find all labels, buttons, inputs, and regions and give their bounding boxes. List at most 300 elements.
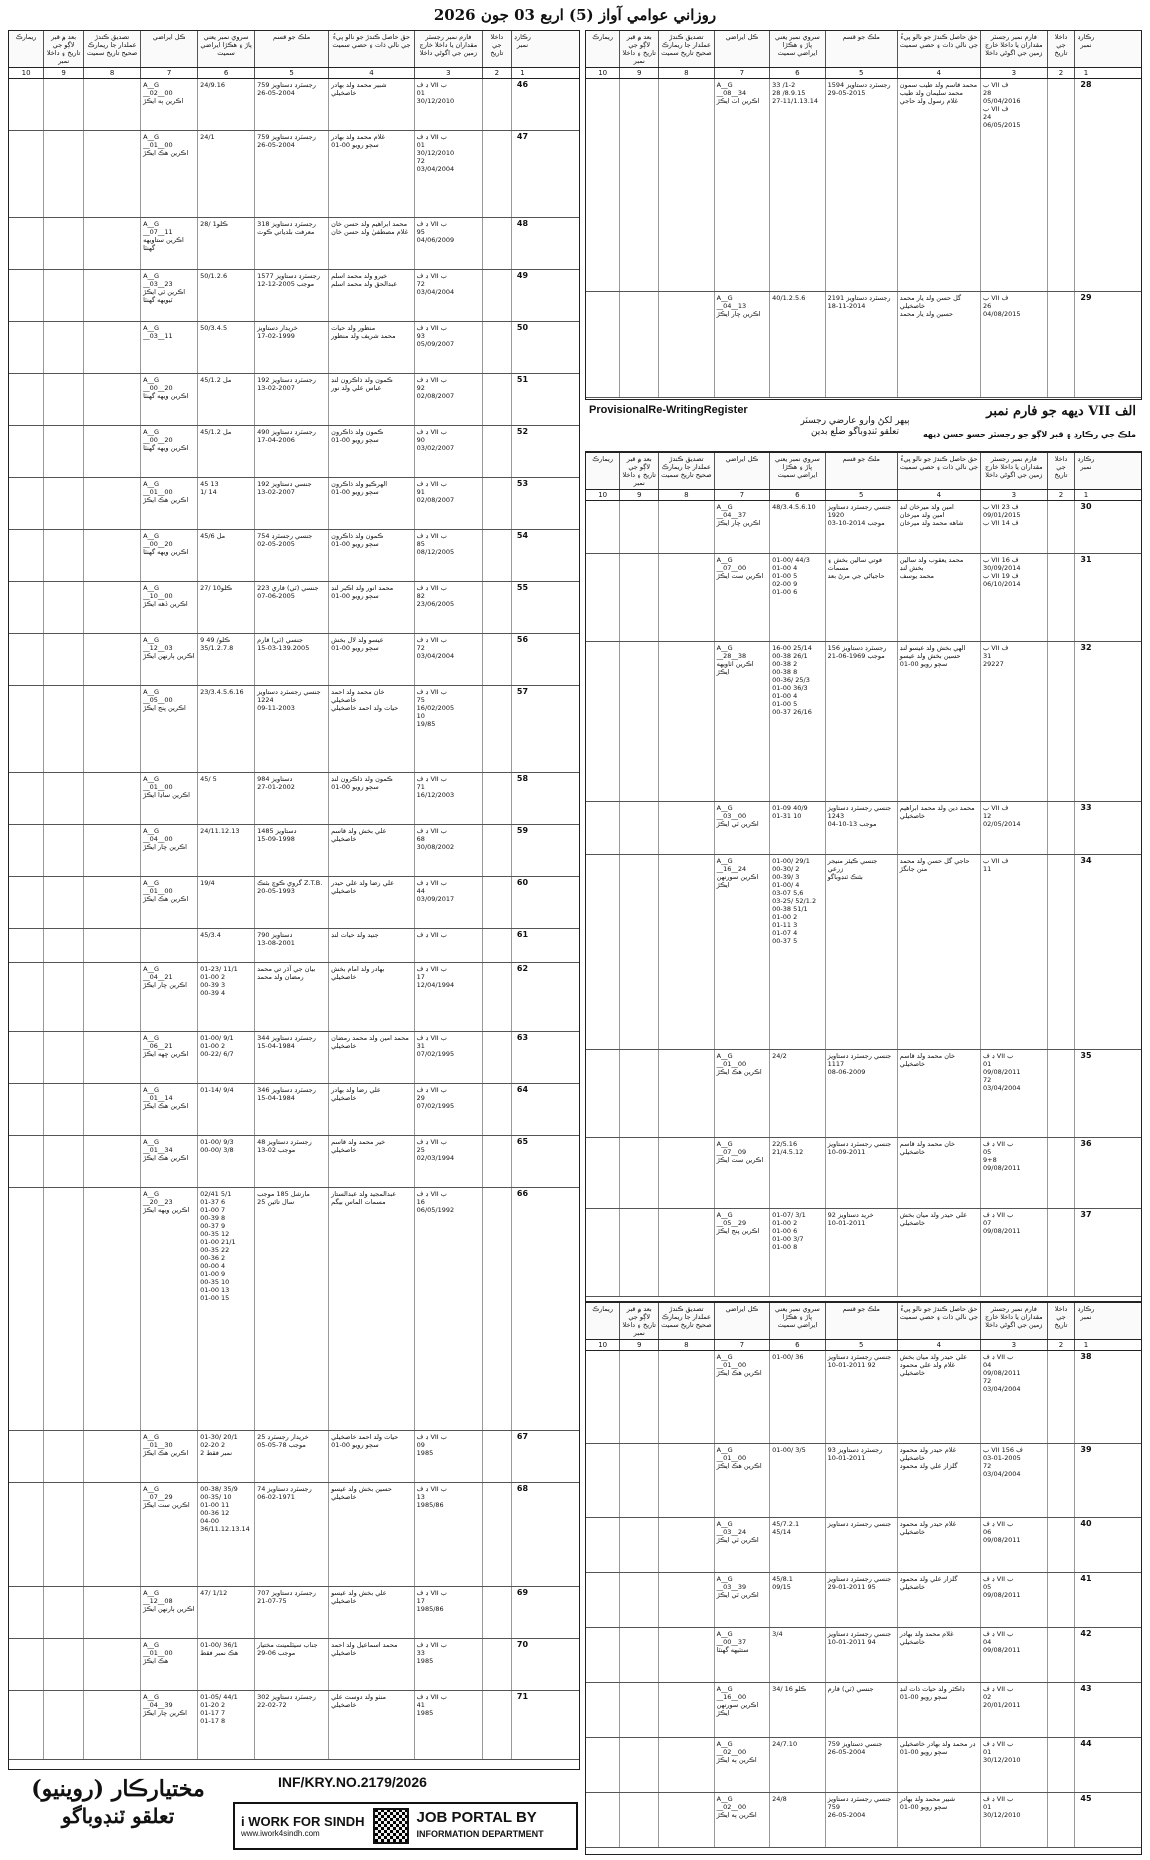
- empty-cell: [43, 1084, 83, 1135]
- cell-holder: ڪمون ولد ذاڪرون لنڊ 01-00 سڄو رويو: [328, 773, 414, 824]
- cell-form: ب VII ف 11: [980, 855, 1047, 1049]
- header-cell: ڪل ايراضي: [140, 31, 197, 67]
- empty-cell: [1047, 1050, 1075, 1137]
- empty-cell: [9, 929, 43, 962]
- cell-survey: 01-05/ 44/1 01-20 2 01-17 7 01-17 8: [197, 1691, 254, 1759]
- cell-area: A__G __04__39 اڪرين چار ايڪڙ: [140, 1691, 197, 1759]
- register-row: [9, 1639, 579, 1691]
- portal-left-text: i WORK FOR SINDH: [241, 1814, 365, 1829]
- header-cell: سروي نمبر يعني پاڙ ۽ هڪڙا ايراضي سميت: [197, 31, 254, 67]
- record-number: 49: [511, 270, 534, 321]
- cell-holder: غلام محمد ولد بهادر خاصخيلي: [897, 1628, 980, 1682]
- empty-cell: [9, 478, 43, 529]
- cell-area: [140, 929, 197, 962]
- empty-cell: [43, 773, 83, 824]
- empty-cell: [482, 79, 511, 130]
- empty-cell: [658, 802, 714, 854]
- cell-form: ب VII ف 26 04/08/2015: [980, 292, 1047, 397]
- record-number: 60: [511, 877, 534, 928]
- empty-cell: [9, 1639, 43, 1690]
- cell-area: A__G __00__20 اڪرين ويهه گهنٽا: [140, 374, 197, 425]
- cell-area: A__G __07__11 اڪرين ستاويهه گهنٽا: [140, 218, 197, 269]
- cell-area: A__G __03__24 اڪرين ٽي ايڪڙ: [714, 1518, 770, 1572]
- cell-tenure: دستاويز 790 13-08-2001: [254, 929, 328, 962]
- cell-survey: 45/1.2 مل: [197, 374, 254, 425]
- cell-survey: 24/7.10: [769, 1738, 825, 1792]
- record-number: 36: [1074, 1138, 1096, 1208]
- cell-holder: غلام محمد ولد بهادر 01-00 سڄو رويو: [328, 131, 414, 217]
- empty-cell: [619, 501, 658, 553]
- cell-tenure: خريد دستاويز 92 10-01-2011: [825, 1209, 897, 1296]
- record-number: 62: [511, 963, 534, 1031]
- header-cell: فارم نمبر رجسٽر مقداران يا داخلا خارج زمين جي اگوڻي داخلا: [980, 31, 1047, 67]
- cell-area: A__G __06__21 اڪرين ڇهه ايڪڙ: [140, 1032, 197, 1083]
- empty-cell: [482, 1032, 511, 1083]
- empty-cell: [619, 1573, 658, 1627]
- header-cell: داخلا جي تاريخ: [1047, 453, 1075, 489]
- empty-cell: [1047, 802, 1075, 854]
- empty-cell: [1047, 1683, 1075, 1737]
- empty-cell: [83, 1136, 140, 1187]
- header-cell: ريمارڪ: [592, 455, 613, 463]
- register-row: [586, 1209, 1141, 1297]
- empty-cell: [9, 218, 43, 269]
- register-row: [586, 1138, 1141, 1209]
- header-cell: داخلا جي تاريخ: [482, 31, 511, 67]
- empty-cell: [619, 1793, 658, 1847]
- cell-survey: 24/1: [197, 131, 254, 217]
- cell-holder: عبدالمجيد ولد عبدالستار مسمات الماس بيگم: [328, 1188, 414, 1430]
- empty-cell: [1047, 642, 1075, 801]
- record-number: 64: [511, 1084, 534, 1135]
- register-row: [586, 1738, 1141, 1793]
- cell-tenure: رجسٽرڊ دستاويز 1594 29-05-2015: [825, 79, 897, 291]
- cell-form: ڊ ف VII ب 04 09/08/2011 72 03/04/2004: [980, 1351, 1047, 1443]
- cell-form: ب VII ف 156 03-01-2005 72 03/04/2004: [980, 1444, 1047, 1517]
- register-row: [9, 131, 579, 218]
- cell-survey: 24/9.16: [197, 79, 254, 130]
- empty-cell: [586, 292, 619, 397]
- cell-area: A__G __04__37 اڪرين چار ايڪڙ: [714, 501, 770, 553]
- header-cell: حق حاصل ڪندڙ جو نالو پيءُ جي نالي ذات ۽ حصي سميت: [897, 31, 980, 67]
- empty-cell: [9, 530, 43, 581]
- empty-cell: [619, 642, 658, 801]
- cell-form: ڊ ف VII ب 02 20/01/2011: [980, 1683, 1047, 1737]
- cell-holder: علي حيدر ولد ميان بخش خاصخيلي: [897, 1209, 980, 1296]
- record-number: 42: [1074, 1628, 1096, 1682]
- column-number-row: [586, 490, 1141, 501]
- portal-right-block: [417, 1810, 544, 1842]
- record-number: 50: [511, 322, 534, 373]
- register-row: [586, 1793, 1141, 1848]
- empty-cell: [482, 374, 511, 425]
- cell-tenure: رجسٽرڊ دستاويز 2191 18-11-2014: [825, 292, 897, 397]
- cell-survey: 01-23/ 11/1 01-00 2 00-39 3 00-39 4: [197, 963, 254, 1031]
- cell-survey: 16-00 25/14 00-38 26/1 00-38 2 00-38 8 00-36/ 25/3 01-00 36/3 01-00 4 01-00 5 00-37 26/16: [769, 642, 825, 801]
- cell-form: ڊ ف VII ب 07 09/08/2011: [980, 1209, 1047, 1296]
- empty-cell: [83, 634, 140, 685]
- empty-cell: [586, 1351, 619, 1443]
- cell-form: ڊ ف VII ب 25 02/03/1994: [414, 1136, 482, 1187]
- empty-cell: [9, 270, 43, 321]
- cell-area: A__G __02__00 اڪرين ٻه ايڪڙ: [140, 79, 197, 130]
- cell-form: ڊ ف VII ب 09 1985: [414, 1431, 482, 1482]
- cell-tenure: جنسي رجسٽرڊ 754 02-05-2005: [254, 530, 328, 581]
- column-number: 5: [254, 68, 328, 78]
- cell-form: ڊ ف VII ب 06 09/08/2011: [980, 1518, 1047, 1572]
- cell-holder: گل حسن ولد يار محمد خاصخيلي حسين ولد يار محمد: [897, 292, 980, 397]
- cell-survey: 24/2: [769, 1050, 825, 1137]
- empty-cell: [83, 270, 140, 321]
- empty-cell: [658, 1518, 714, 1572]
- column-number: 1: [1074, 1340, 1096, 1350]
- empty-cell: [83, 79, 140, 130]
- register-row: [586, 1628, 1141, 1683]
- record-number: 48: [511, 218, 534, 269]
- column-number: 1: [1074, 490, 1096, 500]
- cell-tenure: جنسي (ٽي) قارم 15-03-139.2005: [254, 634, 328, 685]
- cell-form: ب VII ف 12 02/05/2014: [980, 802, 1047, 854]
- empty-cell: [619, 79, 658, 291]
- cell-tenure: دستاويز 1485 15-09-1998: [254, 825, 328, 876]
- column-number: 6: [197, 68, 254, 78]
- register-row: [9, 686, 579, 773]
- cell-form: ڊ ف VII ب 44 03/09/2017: [414, 877, 482, 928]
- empty-cell: [482, 1188, 511, 1430]
- header-cell: بعد ۾ قبر لاڳو جي تاريخ ۽ داخلا نمبر: [619, 453, 658, 489]
- cell-area: A__G __00__20 اڪرين ويهه گهنٽا: [140, 530, 197, 581]
- cell-form: ب VII ف 28 05/04/2016 ب VII ف 24 06/05/2015: [980, 79, 1047, 291]
- empty-cell: [83, 374, 140, 425]
- record-number: 39: [1074, 1444, 1096, 1517]
- empty-cell: [658, 554, 714, 641]
- register-row: [9, 634, 579, 686]
- cell-holder: محمد ابراهيم ولد حسن خان غلام مصطفيٰ ولد حسن خان: [328, 218, 414, 269]
- header-cell: بعد ۾ قبر لاڳو جي تاريخ ۽ داخلا نمبر: [619, 31, 658, 67]
- reference-number: INF/KRY.NO.2179/2026: [278, 1774, 427, 1790]
- cell-area: A__G __01__00 هڪ ايڪڙ: [140, 1639, 197, 1690]
- cell-holder: خير محمد ولد قاسم خاصخيلي: [328, 1136, 414, 1187]
- empty-cell: [9, 582, 43, 633]
- record-number: 68: [511, 1483, 534, 1586]
- empty-cell: [9, 1431, 43, 1482]
- record-number: 54: [511, 530, 534, 581]
- empty-cell: [43, 1639, 83, 1690]
- empty-cell: [43, 634, 83, 685]
- cell-survey: 45/7.2.1 45/14: [769, 1518, 825, 1572]
- empty-cell: [482, 773, 511, 824]
- job-portal-banner[interactable]: [233, 1802, 578, 1850]
- empty-cell: [482, 478, 511, 529]
- cell-area: A__G __10__00 اڪرين ڏهه ايڪڙ: [140, 582, 197, 633]
- cell-holder: خيرو ولد محمد اسلم عبدالحق ولد محمد اسلم: [328, 270, 414, 321]
- register-row: [586, 1518, 1141, 1573]
- empty-cell: [43, 1483, 83, 1586]
- cell-tenure: جنسي رجسٽرڊ دستاويز 1920 03-10-2014 موجب: [825, 501, 897, 553]
- column-number: 9: [619, 1340, 658, 1350]
- cell-area: A__G __01__00 اڪرين ساڍا ايڪڙ: [140, 773, 197, 824]
- empty-cell: [586, 554, 619, 641]
- cell-survey: 50/3.4.5: [197, 322, 254, 373]
- cell-tenure: رجسٽرڊ دستاويز 707 21-07-75: [254, 1587, 328, 1638]
- cell-area: A__G __00__37 ستٽيهه گهنٽا: [714, 1628, 770, 1682]
- cell-area: A__G __03__23 اڪرين ٽي ايڪڙ ٽيويهه گهنٽا: [140, 270, 197, 321]
- empty-cell: [1047, 292, 1075, 397]
- empty-cell: [43, 686, 83, 772]
- provisional-register-heading: [585, 400, 1142, 452]
- empty-cell: [586, 1628, 619, 1682]
- cell-form: ڊ ف VII ب 17 12/04/1994: [414, 963, 482, 1031]
- empty-cell: [482, 963, 511, 1031]
- cell-survey: 01-00/ 3/5: [769, 1444, 825, 1517]
- empty-cell: [586, 1444, 619, 1517]
- cell-area: A__G __01__00 اڪرين هڪ ايڪڙ: [714, 1444, 770, 1517]
- record-number: 66: [511, 1188, 534, 1430]
- empty-cell: [9, 634, 43, 685]
- empty-cell: [9, 1691, 43, 1759]
- header-cell: ريمارڪ: [15, 33, 37, 41]
- record-number: 37: [1074, 1209, 1096, 1296]
- empty-cell: [43, 530, 83, 581]
- cell-tenure: جنسي رجسٽرڊ دستاويز 1224 09-11-2003: [254, 686, 328, 772]
- cell-tenure: رجسٽرڊ دستاويز 93 10-01-2011: [825, 1444, 897, 1517]
- column-number: 4: [897, 490, 980, 500]
- record-number: 38: [1074, 1351, 1096, 1443]
- empty-cell: [586, 1209, 619, 1296]
- empty-cell: [9, 131, 43, 217]
- empty-cell: [586, 1683, 619, 1737]
- record-number: 61: [511, 929, 534, 962]
- cell-survey: 01-30/ 20/1 02-20 2 2 نمبر فقط: [197, 1431, 254, 1482]
- record-number: 58: [511, 773, 534, 824]
- empty-cell: [9, 1483, 43, 1586]
- empty-cell: [1047, 1138, 1075, 1208]
- record-number: 46: [511, 79, 534, 130]
- empty-cell: [619, 1683, 658, 1737]
- register-row: [9, 929, 579, 963]
- column-number-row: [586, 1340, 1141, 1351]
- column-number: 4: [897, 1340, 980, 1350]
- record-number: 65: [511, 1136, 534, 1187]
- cell-form: ڊ ف VII ب 17 1985/86: [414, 1587, 482, 1638]
- cell-form: ڊ ف VII ب 71 16/12/2003: [414, 773, 482, 824]
- register-row: [9, 1691, 579, 1760]
- empty-cell: [1047, 1209, 1075, 1296]
- cell-area: A__G __01__00 اڪرين هڪ ايڪڙ: [140, 478, 197, 529]
- register-row: [9, 963, 579, 1032]
- cell-survey: 23/3.4.5.6.16: [197, 686, 254, 772]
- cell-holder: خان محمد ولد قاسم خاصخيلي: [897, 1050, 980, 1137]
- column-number: 6: [769, 68, 825, 78]
- cell-tenure: رجسٽرڊ دستاويز 318 معرفت بلدياتي ڪوٽ: [254, 218, 328, 269]
- cell-form: ب VII ف 31 29227: [980, 642, 1047, 801]
- empty-cell: [1047, 79, 1075, 291]
- empty-cell: [482, 1587, 511, 1638]
- cell-tenure: رجسٽرڊ دستاويز 74 06-02-1971: [254, 1483, 328, 1586]
- cell-tenure: جنسي رجسٽرڊ دستاويز: [825, 1518, 897, 1572]
- empty-cell: [9, 374, 43, 425]
- header-cell: حق حاصل ڪندڙ جو نالو پيءُ جي نالي ذات ۽ حصي سميت: [897, 453, 980, 489]
- cell-survey: 22/5.16 21/4.5.12: [769, 1138, 825, 1208]
- empty-cell: [619, 554, 658, 641]
- header-cell: فارم نمبر رجسٽر مقداران يا داخلا خارج زمين جي اگوڻي داخلا: [980, 1303, 1047, 1339]
- cell-tenure: جنسي رجسٽرڊ دستاويز 1243 04-10-13 موجب: [825, 802, 897, 854]
- empty-cell: [482, 218, 511, 269]
- right-bottom-register-table: [585, 1302, 1142, 1855]
- empty-cell: [658, 1138, 714, 1208]
- cell-tenure: فوتي سالين بخش ۽ مسمات حاجياڻي جي مرڻ بعد: [825, 554, 897, 641]
- empty-cell: [658, 1351, 714, 1443]
- empty-cell: [619, 1209, 658, 1296]
- record-number: 35: [1074, 1050, 1096, 1137]
- cell-form: ڊ ف VII ب 01 30/12/2010: [414, 79, 482, 130]
- left-register-table: [8, 30, 580, 1770]
- empty-cell: [9, 1032, 43, 1083]
- cell-survey: 9 ڪلو/ 49 35/1.2.7.8: [197, 634, 254, 685]
- empty-cell: [83, 1691, 140, 1759]
- cell-area: A__G __03__11: [140, 322, 197, 373]
- cell-area: A__G __03__39 اڪرين ٽي ايڪڙ: [714, 1573, 770, 1627]
- header-cell: سروي نمبر يعني پاڙ ۽ هڪڙا ايراضي سميت: [769, 31, 825, 67]
- register-row: [9, 1431, 579, 1483]
- cell-area: A__G __05__29 اڪرين پنج ايڪڙ: [714, 1209, 770, 1296]
- empty-cell: [619, 1738, 658, 1792]
- header-cell: ملڪ جو قسم: [254, 31, 328, 67]
- column-number: 2: [1047, 490, 1075, 500]
- empty-cell: [482, 270, 511, 321]
- register-row: [9, 1032, 579, 1084]
- empty-cell: [43, 1431, 83, 1482]
- empty-cell: [83, 322, 140, 373]
- empty-cell: [43, 131, 83, 217]
- cell-tenure: رجسٽرڊ دستاويز 302 22-02-72: [254, 1691, 328, 1759]
- cell-survey: 40/1.2.5.6: [769, 292, 825, 397]
- register-row: [9, 374, 579, 426]
- record-number: 40: [1074, 1518, 1096, 1572]
- register-row: [586, 855, 1141, 1050]
- empty-cell: [83, 773, 140, 824]
- empty-cell: [43, 1188, 83, 1430]
- register-row: [9, 322, 579, 374]
- form-title: ديهه جو فارم نمبر VII الف: [986, 404, 1136, 419]
- cell-area: A__G __01__00 اڪرين هڪ ايڪڙ: [140, 131, 197, 217]
- cell-holder: محمد اسماعيل ولد احمد خاصخيلي: [328, 1639, 414, 1690]
- header-cell: حق حاصل ڪندڙ جو نالو پيءُ جي نالي ذات ۽ حصي سميت: [897, 1303, 980, 1339]
- record-number: 31: [1074, 554, 1096, 641]
- header-cell: داخلا جي تاريخ: [1047, 31, 1075, 67]
- cell-holder: غلام حيدر ولد محمود خاصخيلي: [897, 1518, 980, 1572]
- record-number: 41: [1074, 1573, 1096, 1627]
- cell-survey: 50/1.2.6: [197, 270, 254, 321]
- register-row: [9, 426, 579, 478]
- cell-form: ڊ ف VII ب 33 1985: [414, 1639, 482, 1690]
- empty-cell: [83, 1639, 140, 1690]
- register-row: [9, 877, 579, 929]
- column-number-row: [586, 68, 1141, 79]
- empty-cell: [482, 1084, 511, 1135]
- header-cell: رڪارڊ نمبر: [1074, 1303, 1096, 1339]
- cell-holder: علي رضا ولد بهادر خاصخيلي: [328, 1084, 414, 1135]
- register-row: [586, 1573, 1141, 1628]
- cell-holder: محمد انور ولد اڪبر لنڊ 01-00 سڄو رويو: [328, 582, 414, 633]
- empty-cell: [9, 1084, 43, 1135]
- column-number: 9: [619, 68, 658, 78]
- cell-tenure: رجسٽرڊ دستاويز 48 13-02 موجب: [254, 1136, 328, 1187]
- record-number: 51: [511, 374, 534, 425]
- column-number: 8: [658, 68, 714, 78]
- record-number: 29: [1074, 292, 1096, 397]
- cell-form: ڊ ف VII ب 95 04/06/2009: [414, 218, 482, 269]
- notice-footer: [8, 1770, 580, 1855]
- cell-holder: ڊاڪٽر ولد حيات ذات لنڊ 01-00 سڄو رويو: [897, 1683, 980, 1737]
- empty-cell: [658, 1793, 714, 1847]
- cell-holder: محمد دين ولد محمد ابراهيم خاصخيلي: [897, 802, 980, 854]
- record-number: 71: [511, 1691, 534, 1759]
- empty-cell: [658, 1444, 714, 1517]
- cell-holder: شبير محمد ولد بهادر 01-00 سڄو رويو: [897, 1793, 980, 1847]
- register-row: [9, 218, 579, 270]
- column-number: 7: [714, 490, 770, 500]
- cell-tenure: رجسٽرڊ دستاويز 344 15-04-1984: [254, 1032, 328, 1083]
- empty-cell: [9, 825, 43, 876]
- empty-cell: [482, 322, 511, 373]
- header-cell: ريمارڪ: [592, 1305, 613, 1313]
- record-number: 28: [1074, 79, 1096, 291]
- cell-survey: 01-00/ 9/3 00-00/ 3/8: [197, 1136, 254, 1187]
- cell-survey: 01-00/ 29/1 00-30/ 2 00-39/ 3 01-00/ 4 03-07 5,6 03-25/ 52/1.2 00-38 51/1 01-00 2 01-11 3 01-07 4 00-37 5: [769, 855, 825, 1049]
- empty-cell: [482, 1431, 511, 1482]
- empty-cell: [9, 773, 43, 824]
- cell-area: A__G __16__00 اڪرين سورنهن ايڪڙ: [714, 1683, 770, 1737]
- register-row: [9, 270, 579, 322]
- empty-cell: [658, 1209, 714, 1296]
- cell-holder: جنيد ولد حيات لنڊ: [328, 929, 414, 962]
- header-cell: ملڪ جو قسم: [825, 1303, 897, 1339]
- cell-area: A__G __01__30 اڪرين هڪ ايڪڙ: [140, 1431, 197, 1482]
- empty-cell: [1047, 1628, 1075, 1682]
- empty-cell: [482, 686, 511, 772]
- register-row: [9, 1136, 579, 1188]
- column-number-row: [9, 68, 579, 79]
- empty-cell: [83, 686, 140, 772]
- record-number: 57: [511, 686, 534, 772]
- header-cell: ڪل ايراضي: [714, 1303, 770, 1339]
- empty-cell: [586, 642, 619, 801]
- empty-cell: [83, 530, 140, 581]
- cell-form: ڊ ف VII ب 16 06/05/1992: [414, 1188, 482, 1430]
- register-row: [586, 292, 1141, 398]
- cell-form: ڊ ف VII ب 01 30/12/2010: [980, 1793, 1047, 1847]
- header-cell: ڪل ايراضي: [714, 453, 770, 489]
- record-number: 30: [1074, 501, 1096, 553]
- cell-holder: محمد امين ولد محمد رمضان خاصخيلي: [328, 1032, 414, 1083]
- empty-cell: [43, 426, 83, 477]
- empty-cell: [9, 1188, 43, 1430]
- cell-survey: 01-07/ 3/1 01-00 2 01-00 6 01-00 3/7 01-00 8: [769, 1209, 825, 1296]
- register-row: [9, 79, 579, 131]
- column-number: 6: [769, 1340, 825, 1350]
- empty-cell: [482, 530, 511, 581]
- empty-cell: [482, 1691, 511, 1759]
- record-number: 47: [511, 131, 534, 217]
- cell-area: A__G __12__03 اڪرين ٻارنهن ايڪڙ: [140, 634, 197, 685]
- empty-cell: [658, 1573, 714, 1627]
- table-header-row: [586, 31, 1141, 68]
- column-number: 4: [328, 68, 414, 78]
- empty-cell: [1047, 1738, 1075, 1792]
- cell-survey: 33 /1-2 28 /8.9.15 27-11/1.13.14: [769, 79, 825, 291]
- empty-cell: [586, 1573, 619, 1627]
